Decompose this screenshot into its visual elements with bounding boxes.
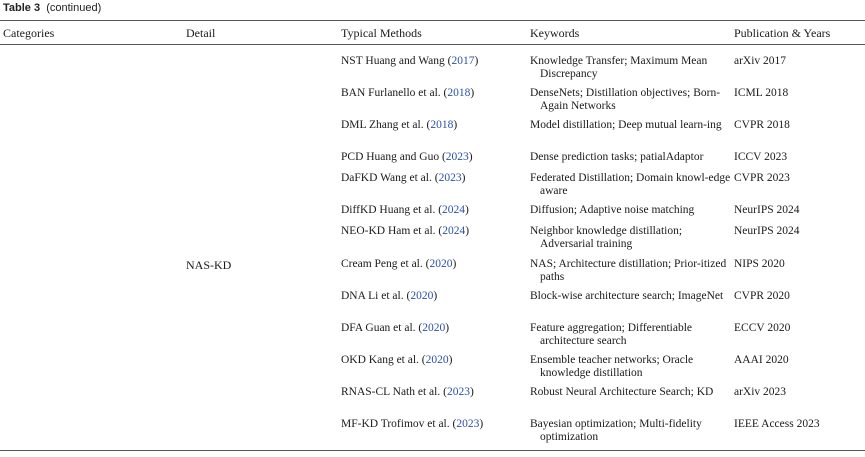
method-name: DFA Guan et al. (: [341, 322, 423, 334]
publication-cell: arXiv 2017: [734, 55, 787, 67]
method-name: DiffKD Huang et al. (: [341, 204, 443, 216]
citation-year-link[interactable]: 2020: [410, 290, 434, 302]
method-name: DNA Li et al. (: [341, 290, 411, 302]
publication-cell: ICCV 2023: [734, 151, 788, 163]
method-name: Cream Peng et al. (: [341, 258, 430, 270]
table-caption-text: (continued): [46, 2, 102, 14]
method-cell: RNAS-CL Nath et al. (2023): [341, 386, 474, 398]
keywords-cell: Feature aggregation; Differentiable architecture search: [530, 322, 692, 347]
publication-cell: AAAI 2020: [734, 354, 789, 366]
keywords-cell: Neighbor knowledge distillation; Adversarial training: [530, 225, 683, 250]
keywords-cell: Bayesian optimization; Multi-fidelity optimization: [530, 418, 702, 443]
citation-year-link[interactable]: 2020: [422, 322, 446, 334]
header-publication: Publication & Years: [734, 26, 831, 40]
bottom-rule: [0, 450, 865, 451]
method-cell: DFA Guan et al. (2020): [341, 322, 450, 334]
method-name: OKD Kang et al. (: [341, 354, 426, 366]
method-cell: PCD Huang and Guo (2023): [341, 151, 473, 163]
publication-cell: NeurIPS 2024: [734, 225, 800, 237]
method-name: PCD Huang and Guo (: [341, 151, 446, 163]
top-rule: [0, 20, 865, 21]
keywords-cell: Robust Neural Architecture Search; KD: [530, 386, 714, 398]
method-cell: BAN Furlanello et al. (2018): [341, 87, 475, 99]
method-cell: DiffKD Huang et al. (2024): [341, 204, 469, 216]
citation-year-link[interactable]: 2018: [430, 119, 454, 131]
header-detail: Detail: [186, 26, 216, 40]
publication-cell: ICML 2018: [734, 87, 789, 99]
publication-cell: NIPS 2020: [734, 258, 785, 270]
table-label: Table 3: [3, 2, 41, 14]
publication-cell: NeurIPS 2024: [734, 204, 800, 216]
keywords-cell: Knowledge Transfer; Maximum Mean Discrepancy: [530, 55, 708, 80]
keywords-cell: Model distillation; Deep mutual learn-ing: [530, 119, 722, 131]
method-cell: MF-KD Trofimov et al. (2023): [341, 418, 484, 430]
method-cell: DNA Li et al. (2020): [341, 290, 438, 302]
keywords-cell: Federated Distillation; Domain knowl-edge aware: [530, 172, 731, 197]
citation-year-link[interactable]: 2017: [451, 55, 475, 67]
header-methods: Typical Methods: [341, 26, 422, 40]
keywords-cell: Ensemble teacher networks; Oracle knowledge distillation: [530, 354, 694, 379]
keywords-cell: Dense prediction tasks; patialAdaptor: [530, 151, 704, 163]
citation-year-link[interactable]: 2020: [425, 354, 449, 366]
method-cell: Cream Peng et al. (2020): [341, 258, 457, 270]
keywords-cell: Diffusion; Adaptive noise matching: [530, 204, 695, 216]
keywords-cell: Block-wise architecture search; ImageNet: [530, 290, 724, 302]
method-name: DaFKD Wang et al. (: [341, 172, 439, 184]
method-cell: NEO-KD Ham et al. (2024): [341, 225, 470, 237]
citation-year-link[interactable]: 2023: [446, 386, 470, 398]
citation-year-link[interactable]: 2024: [442, 204, 466, 216]
method-name: NST Huang and Wang (: [341, 55, 452, 67]
publication-cell: IEEE Access 2023: [734, 418, 820, 430]
header-keywords: Keywords: [530, 26, 580, 40]
table-caption: [3, 2, 101, 14]
detail-group-label: NAS-KD: [186, 258, 232, 272]
keywords-cell: DenseNets; Distillation objectives; Born-Again Networks: [530, 87, 721, 112]
publication-cell: CVPR 2018: [734, 119, 790, 131]
method-cell: OKD Kang et al. (2020): [341, 354, 453, 366]
publication-cell: arXiv 2023: [734, 386, 787, 398]
publication-cell: ECCV 2020: [734, 322, 791, 334]
citation-year-link[interactable]: 2020: [429, 258, 453, 270]
method-name: DML Zhang et al. (: [341, 119, 431, 131]
method-name: RNAS-CL Nath et al. (: [341, 386, 447, 398]
citation-year-link[interactable]: 2018: [447, 87, 471, 99]
publication-cell: CVPR 2023: [734, 172, 790, 184]
citation-year-link[interactable]: 2023: [456, 418, 480, 430]
citation-year-link[interactable]: 2024: [442, 225, 466, 237]
method-name: BAN Furlanello et al. (: [341, 87, 448, 99]
keywords-cell: NAS; Architecture distillation; Prior-itized paths: [530, 258, 727, 283]
header-rule: [0, 44, 865, 45]
header-categories: Categories: [3, 26, 55, 40]
method-cell: DML Zhang et al. (2018): [341, 119, 458, 131]
method-cell: DaFKD Wang et al. (2023): [341, 172, 466, 184]
method-name: NEO-KD Ham et al. (: [341, 225, 443, 237]
method-cell: NST Huang and Wang (2017): [341, 55, 479, 67]
publication-cell: CVPR 2020: [734, 290, 790, 302]
method-name: MF-KD Trofimov et al. (: [341, 418, 457, 430]
citation-year-link[interactable]: 2023: [445, 151, 469, 163]
citation-year-link[interactable]: 2023: [438, 172, 462, 184]
